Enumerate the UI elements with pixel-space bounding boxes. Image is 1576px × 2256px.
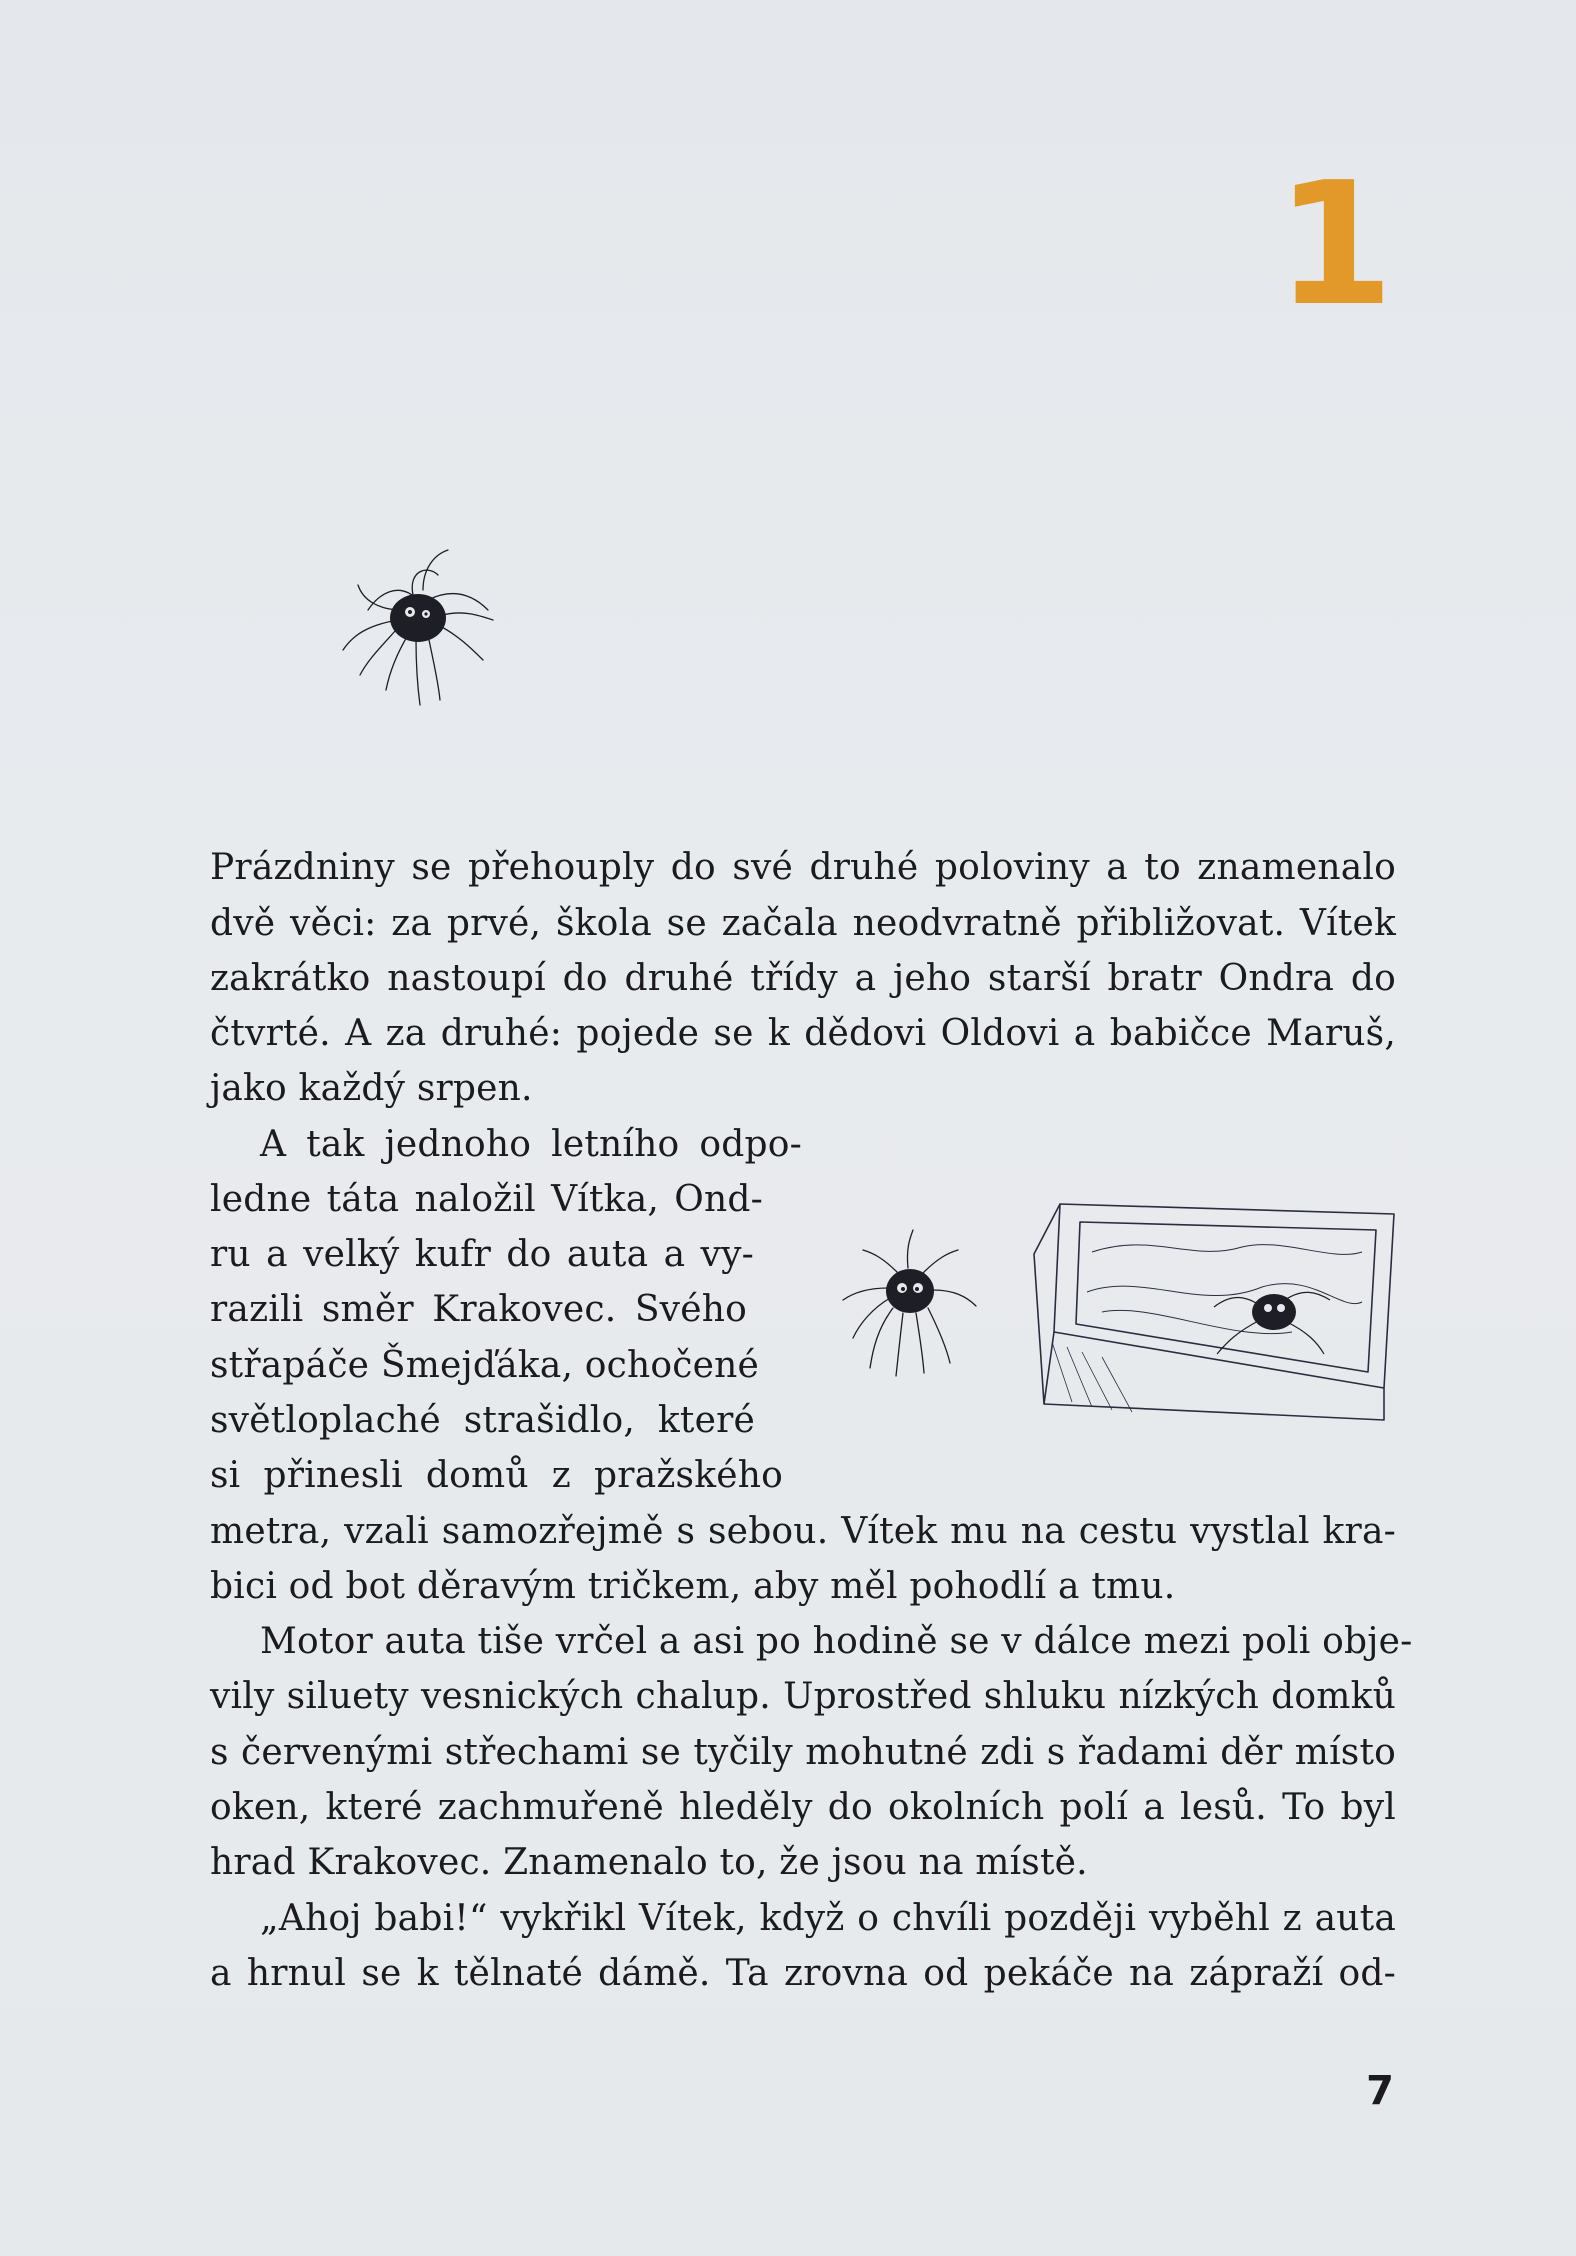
text-line: Prázdniny se přehouply do své druhé poloviny a to znamenalo: [210, 847, 1396, 888]
text-line: vily siluety vesnických chalup. Uprostřed shluku nízkých domků: [210, 1676, 1396, 1717]
text-line: střapáče Šmejďáka, ochočené: [210, 1345, 760, 1386]
text-line: „Ahoj babi!“ vykřikl Vítek, když o chvíli později vyběhl z auta: [260, 1898, 1396, 1939]
text-line: razili směr Krakovec. Svého: [210, 1289, 747, 1330]
text-line: Motor auta tiše vrčel a asi po hodině se v dálce mezi poli obje-: [260, 1621, 1413, 1662]
shoebox-illustration: [1032, 1192, 1402, 1432]
text-line: bici od bot děravým tričkem, aby měl pohodlí a tmu.: [210, 1566, 1176, 1607]
spider-illustration-top: [338, 540, 498, 710]
text-line: oken, které zachmuřeně hleděly do okolních polí a lesů. To byl: [210, 1787, 1396, 1828]
text-line: jako každý srpen.: [210, 1068, 533, 1109]
text-line: ru a velký kufr do auta a vy-: [210, 1234, 754, 1275]
text-line: hrad Krakovec. Znamenalo to, že jsou na místě.: [210, 1842, 1088, 1883]
text-line: čtvrté. A za druhé: pojede se k dědovi Oldovi a babičce Maruš,: [210, 1013, 1396, 1054]
chapter-number: 1: [1275, 146, 1394, 344]
text-line: dvě věci: za prvé, škola se začala neodvratně přibližovat. Vítek: [210, 903, 1396, 944]
text-line: ledne táta naložil Vítka, Ond-: [210, 1179, 763, 1220]
text-line: si přinesli domů z pražského: [210, 1455, 783, 1496]
text-line: A tak jednoho letního odpo-: [260, 1124, 802, 1165]
spider-illustration-middle: [838, 1228, 978, 1378]
text-line: metra, vzali samozřejmě s sebou. Vítek mu na cestu vystlal kra-: [210, 1511, 1396, 1552]
text-line: a hrnul se k tělnaté dámě. Ta zrovna od pekáče na zápraží od-: [210, 1953, 1396, 1994]
page-number: 7: [1366, 2068, 1394, 2114]
text-line: zakrátko nastoupí do druhé třídy a jeho starší bratr Ondra do: [210, 958, 1396, 999]
text-line: světloplaché strašidlo, které: [210, 1400, 755, 1441]
text-line: s červenými střechami se tyčily mohutné zdi s řadami děr místo: [210, 1732, 1396, 1773]
